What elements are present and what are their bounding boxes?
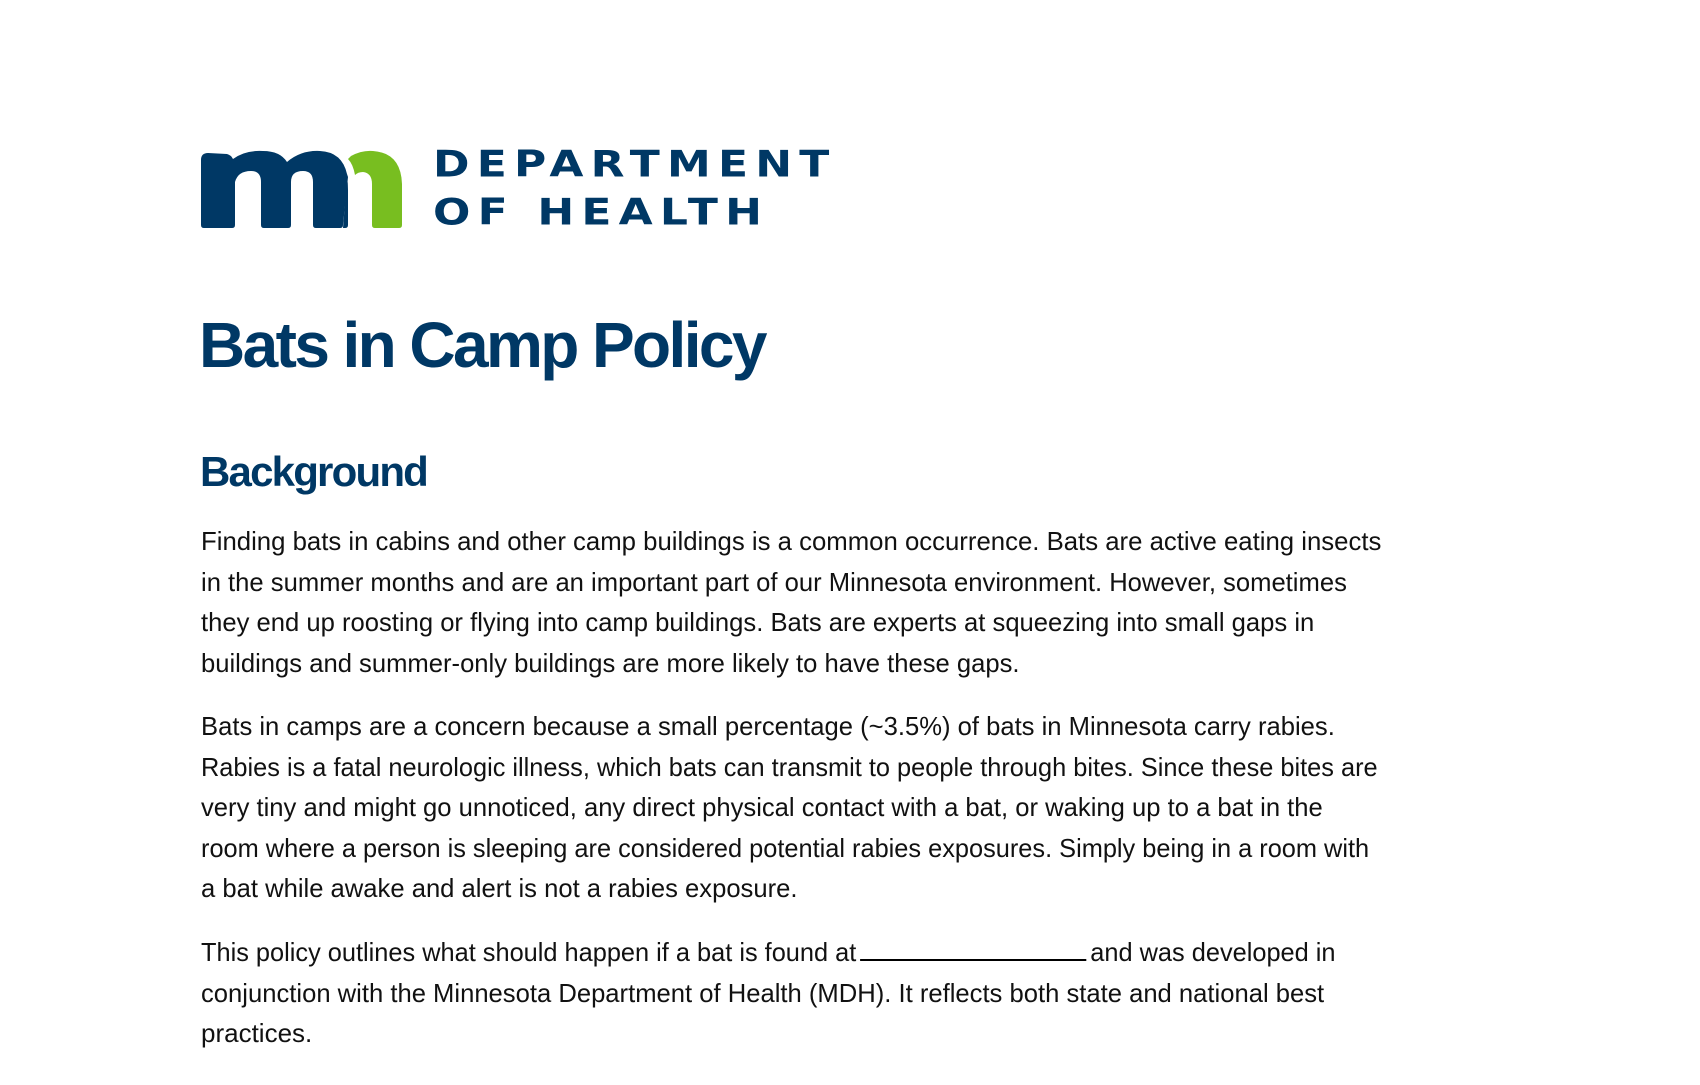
logo-text-department: DEPARTMENT [433, 143, 837, 186]
camp-name-blank-field[interactable] [860, 933, 1086, 961]
paragraph-2 [201, 706, 1408, 909]
text-line: practices. [201, 1018, 313, 1049]
text-line: buildings and summer-only buildings are more likely to have these gaps. [201, 647, 1020, 678]
text-line: very tiny and might go unnoticed, any direct physical contact with a bat, or waking up to a bat in the [201, 792, 1323, 823]
mdh-logo [201, 143, 837, 234]
text-line [201, 932, 1336, 973]
text-line: in the summer months and are an important part of our Minnesota environment. However, sometimes [201, 566, 1347, 597]
paragraph-1 [201, 521, 1393, 683]
text-segment: This policy outlines what should happen if a bat is found at [201, 937, 857, 967]
mn-logo-mark-icon [201, 150, 403, 229]
text-line: conjunction with the Minnesota Department of Health (MDH). It reflects both state and national best [201, 977, 1325, 1008]
text-segment: and was developed in [1090, 937, 1336, 967]
text-line: Bats in camps are a concern because a small percentage (~3.5%) of bats in Minnesota carry rabies. [201, 711, 1335, 741]
logo-text-of-health: OF HEALTH [433, 191, 770, 234]
logo-wordmark [433, 143, 837, 243]
text-line: they end up roosting or flying into camp buildings. Bats are experts at squeezing into small gaps in [201, 607, 1315, 638]
section-heading-background: Background [200, 448, 428, 495]
paragraph-3 [201, 932, 1365, 1054]
text-line: Finding bats in cabins and other camp buildings is a common occurrence. Bats are active eating insects [201, 526, 1382, 556]
text-line: Rabies is a fatal neurologic illness, which bats can transmit to people through bites. Since these bites are [201, 751, 1378, 782]
page-title: Bats in Camp Policy [199, 309, 765, 381]
text-line: a bat while awake and alert is not a rabies exposure. [201, 873, 798, 904]
text-line: room where a person is sleeping are considered potential rabies exposures. Simply being in a room with [201, 832, 1370, 863]
